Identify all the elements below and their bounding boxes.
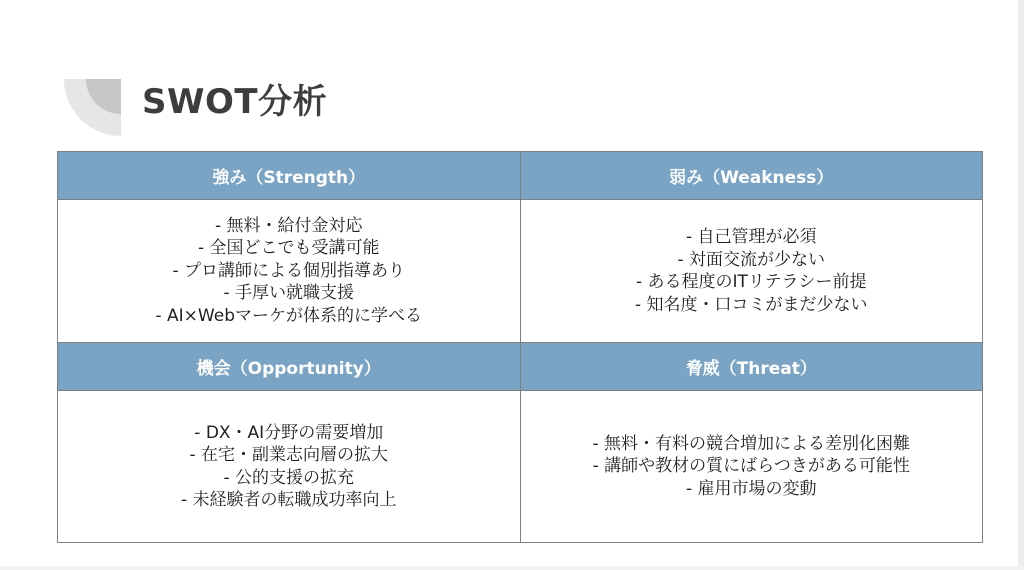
threat-cell <box>520 391 983 543</box>
weakness-item: - 知名度・口コミがまだ少ない <box>634 294 868 315</box>
threat-header: 脅威（Threat） <box>520 343 983 391</box>
opportunity-item: - 公的支援の拡充 <box>223 467 355 488</box>
table-row <box>58 152 983 200</box>
weakness-item: - 対面交流が少ない <box>677 249 826 270</box>
strength-header: 強み（Strength） <box>58 152 521 200</box>
threat-item: - 無料・有料の競合増加による差別化困難 <box>592 433 911 454</box>
weakness-header: 弱み（Weakness） <box>520 152 983 200</box>
opportunity-item: - 未経験者の転職成功率向上 <box>180 490 397 510</box>
strength-item: - 全国どこでも受講可能 <box>197 238 380 259</box>
right-edge-strip <box>1018 0 1024 570</box>
weakness-item: - 自己管理が必須 <box>685 227 817 247</box>
table-row <box>58 343 983 391</box>
strength-item: - 手厚い就職支援 <box>223 283 355 304</box>
opportunity-item: - 在宅・副業志向層の拡大 <box>189 445 389 465</box>
threat-item: - 雇用市場の変動 <box>685 478 817 499</box>
strength-cell <box>58 200 521 343</box>
title-decoration-icon <box>64 79 121 136</box>
strength-item: - プロ講師による個別指導あり <box>172 260 406 281</box>
weakness-item: - ある程度のITリテラシー前提 <box>635 272 867 292</box>
opportunity-cell <box>58 391 521 543</box>
strength-item: - AI×Webマーケが体系的に学べる <box>155 305 422 326</box>
opportunity-header: 機会（Opportunity） <box>58 343 521 391</box>
strength-item: - 無料・給付金対応 <box>214 215 363 236</box>
table-row <box>58 391 983 543</box>
swot-table <box>57 151 983 543</box>
opportunity-item: - DX・AI分野の需要増加 <box>194 422 384 443</box>
page-title: SWOT分析 <box>142 82 328 122</box>
threat-item: - 講師や教材の質にばらつきがある可能性 <box>592 456 910 477</box>
table-row <box>58 200 983 343</box>
bottom-edge-strip <box>0 566 1024 570</box>
weakness-cell <box>520 200 983 343</box>
